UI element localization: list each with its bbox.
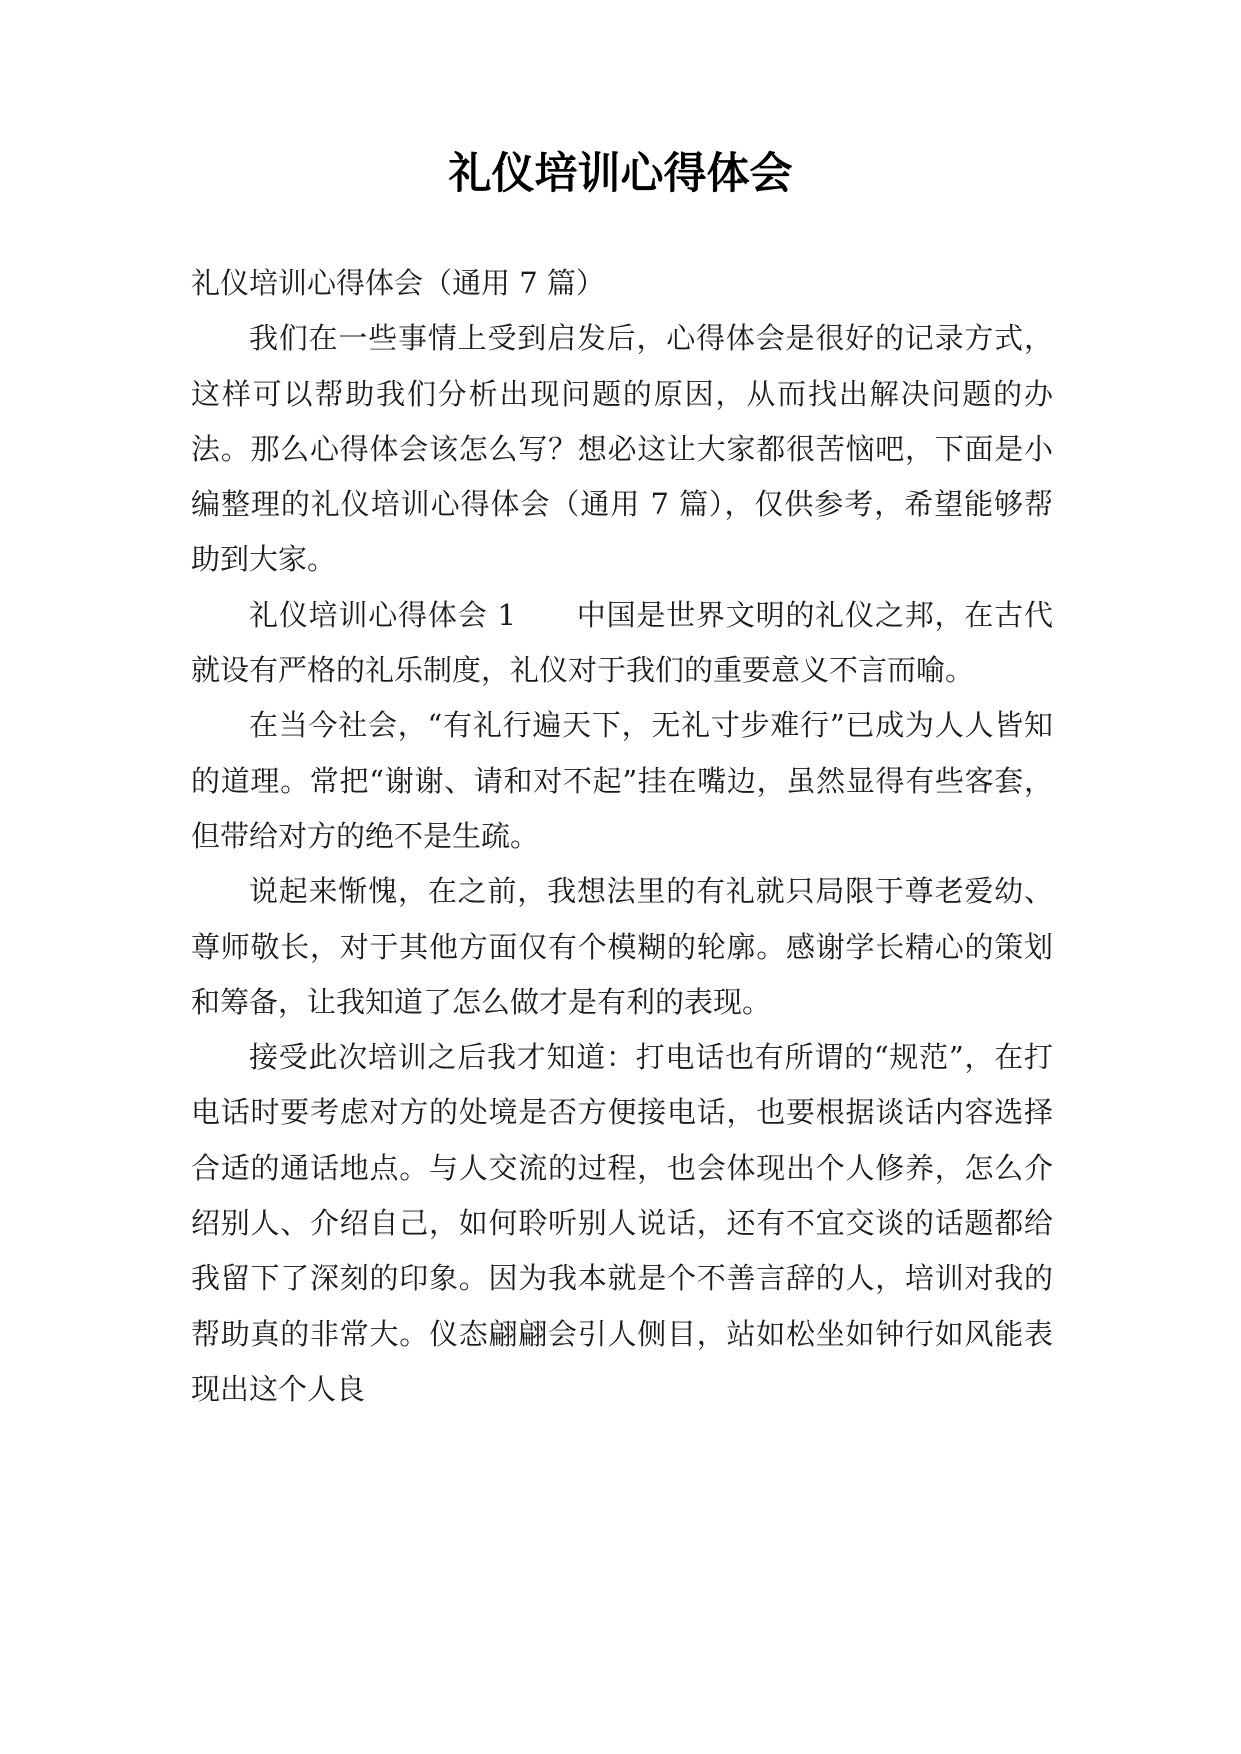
- section-1-text: 中国是世界文明的礼仪之邦，在古代就设有严格的礼乐制度，礼仪对于我们的重要意义不言而喻。: [191, 597, 1053, 688]
- document-body: [191, 256, 1053, 1417]
- body-paragraph: 说起来惭愧，在之前，我想法里的有礼就只局限于尊老爱幼、尊师敬长，对于其他方面仅有个模糊的轮廓。感谢学长精心的策划和筹备，让我知道了怎么做才是有利的表现。: [191, 874, 1053, 1019]
- intro-paragraph: 我们在一些事情上受到启发后，心得体会是很好的记录方式，这样可以帮助我们分析出现问题的原因，从而找出解决问题的办法。那么心得体会该怎么写？想必这让大家都很苦恼吧，下面是小编整理的礼仪培训心得体会（通用 7 篇），仅供参考，希望能够帮助到大家。: [191, 321, 1053, 577]
- section-1-heading: 礼仪培训心得体会 1: [249, 597, 516, 632]
- document-title: 礼仪培训心得体会: [448, 149, 793, 199]
- document-subtitle: 礼仪培训心得体会（通用 7 篇）: [191, 266, 605, 300]
- section-1-paragraph: [191, 588, 1053, 699]
- body-paragraph: 接受此次培训之后我才知道：打电话也有所谓的“规范”，在打电话时要考虑对方的处境是否方便接电话，也要根据谈话内容选择合适的通话地点。与人交流的过程，也会体现出个人修养，怎么介绍别人、介绍自己，如何聆听别人说话，还有不宜交谈的话题都给我留下了深刻的印象。因为我本就是个不善言辞的人，培训对我的帮助真的非常大。仪态翩翩会引人侧目，站如松坐如钟行如风能表现出这个人良: [191, 1040, 1053, 1406]
- body-paragraph: 在当今社会，“有礼行遍天下，无礼寸步难行”已成为人人皆知的道理。常把“谢谢、请和对不起”挂在嘴边，虽然显得有些客套，但带给对方的绝不是生疏。: [191, 708, 1053, 853]
